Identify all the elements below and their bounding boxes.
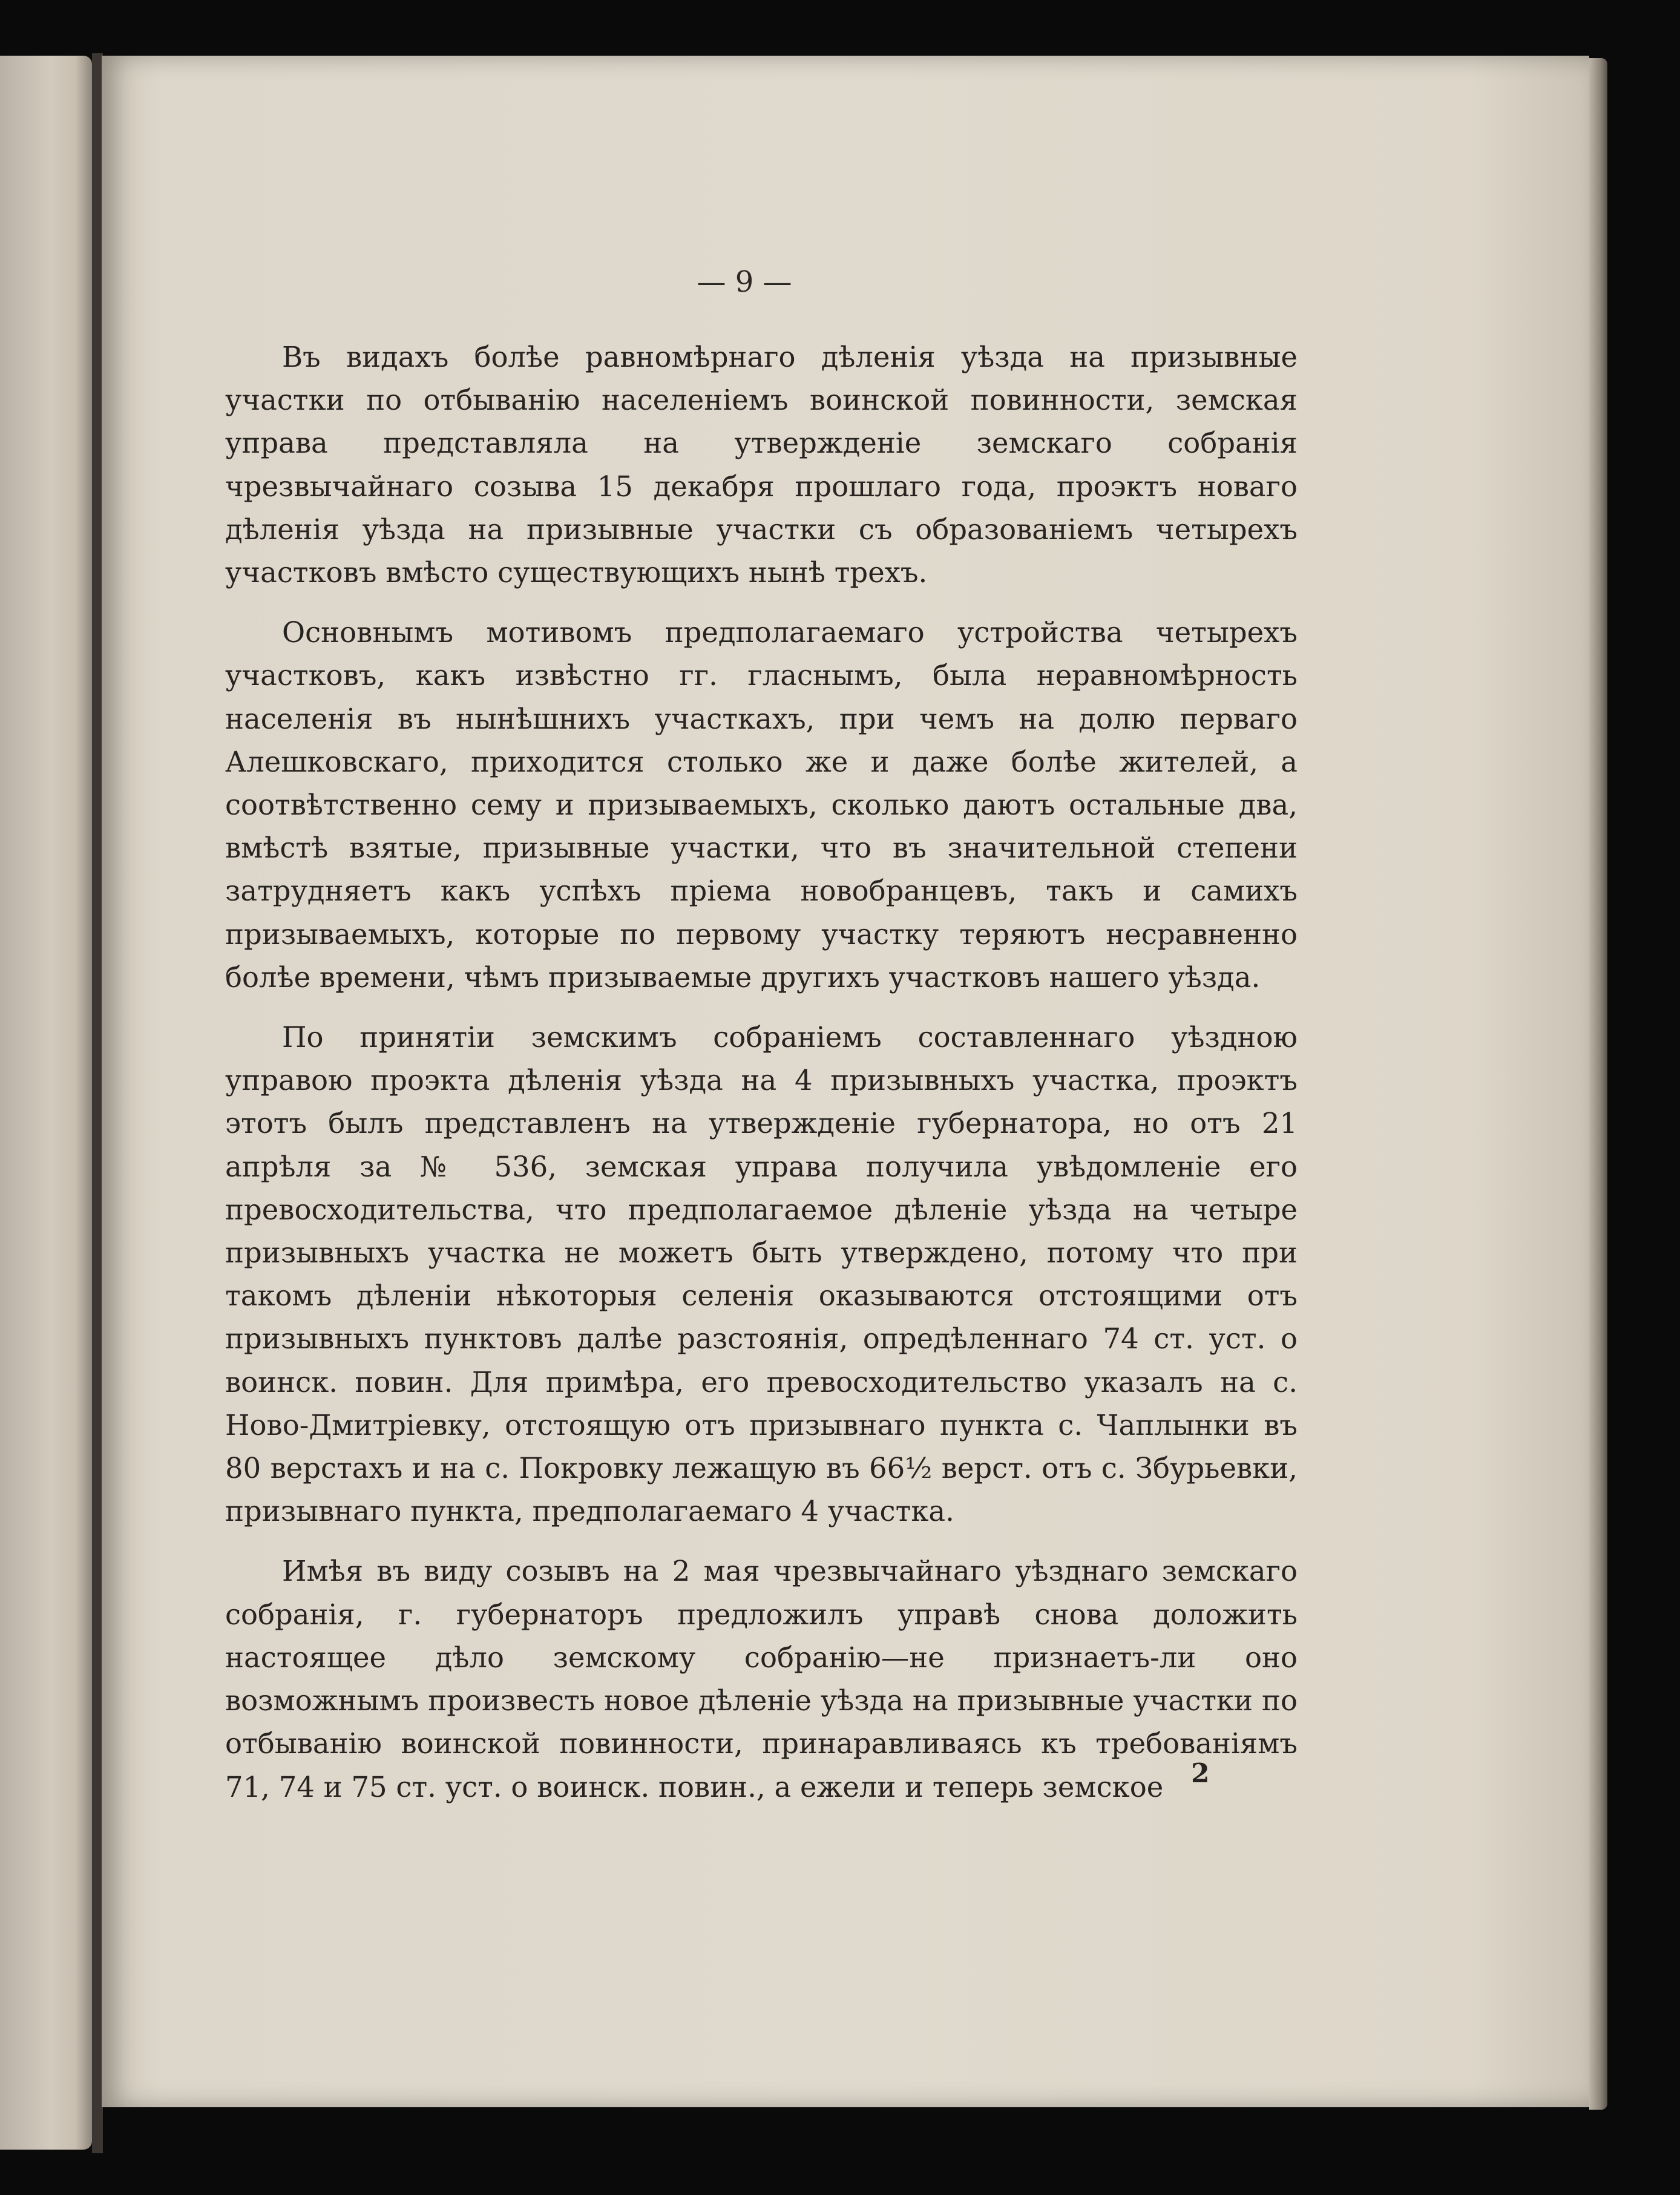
paragraph-1: Въ видахъ болѣе равномѣрнаго дѣленія уѣзда на призывные участки по отбыванію населеніемъ воинской повинности, земская управа представляла на утвержденіе земскаго собранія чрезвычайнаго созыва 15 декабря прошлаго года, проэктъ новаго дѣленія уѣзда на призывные участки съ образованіемъ четырехъ участковъ вмѣсто существующихъ нынѣ трехъ. — [225, 341, 1298, 589]
paragraph-2: Основнымъ мотивомъ предполагаемаго устройства четырехъ участковъ, какъ извѣстно гг. гласнымъ, была неравномѣрность населенія въ нынѣшнихъ участкахъ, при чемъ на долю перваго Алешковскаго, приходится столько же и даже болѣе жителей, а соотвѣтственно сему и призываемыхъ, сколько даютъ остальные два, вмѣстѣ взятые, призывные участки, что въ значительной степени затрудняетъ какъ успѣхъ пріема новобранцевъ, такъ и самихъ призываемыхъ, которые по первому участку теряютъ несравненно болѣе времени, чѣмъ призываемые другихъ участковъ нашего уѣзда. — [225, 616, 1298, 994]
left-page-edge — [0, 56, 92, 2150]
body-text — [225, 336, 1298, 1826]
signature-mark: 2 — [1191, 1758, 1210, 1789]
paragraph-3: По принятіи земскимъ собраніемъ составленнаго уѣздною управою проэкта дѣленія уѣзда на 4 призывныхъ участка, проэктъ этотъ былъ представленъ на утвержденіе губернатора, но отъ 21 апрѣля за № 536, земская управа получила увѣдомленіе его превосходительства, что предполагаемое дѣленіе уѣзда на четыре призывныхъ участка не можетъ быть утверждено, потому что при такомъ дѣленіи нѣкоторыя селенія оказываются отстоящими отъ призывныхъ пунктовъ далѣе разстоянія, опредѣленнаго 74 ст. уст. о воинск. повин. Для примѣра, его превосходительство указалъ на с. Ново-Дмитріевку, отстоящую отъ призывнаго пункта с. Чаплынки въ 80 верстахъ и на с. Покровку лежащую въ 66½ верст. отъ с. Збурьевки, призывнаго пункта, предполагаемаго 4 участка. — [225, 1021, 1298, 1528]
paragraph-4: Имѣя въ виду созывъ на 2 мая чрезвычайнаго уѣзднаго земскаго собранія, г. губернаторъ предложилъ управѣ снова доложить настоящее дѣло земскому собранію—не признаетъ-ли оно возможнымъ произвесть новое дѣленіе уѣзда на призывные участки по отбыванію воинской повинности, принаравливаясь къ требованіямъ 71, 74 и 75 ст. уст. о воинск. повин., а ежели и теперь земское — [225, 1555, 1298, 1803]
page-stack-edge — [1589, 58, 1607, 2110]
page-number: — 9 — — [697, 265, 792, 299]
